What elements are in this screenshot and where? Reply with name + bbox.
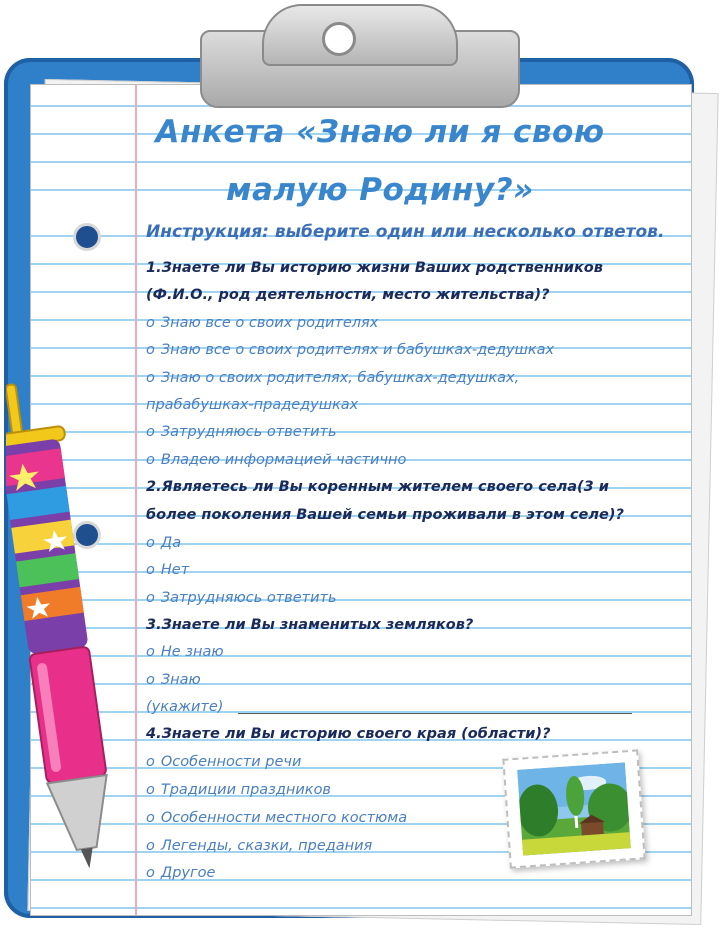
option-bullet: o xyxy=(146,782,155,798)
specify-label: (укажите) xyxy=(146,699,224,715)
option[interactable] xyxy=(146,644,224,660)
question-1: 1.Знаете ли Вы историю жизни Ваших родственников xyxy=(146,260,603,276)
option[interactable] xyxy=(146,452,406,468)
page-title-line2: малую Родину?» xyxy=(226,172,534,208)
option-label: Знаю xyxy=(160,672,201,688)
option[interactable] xyxy=(146,754,301,770)
question-2-line2: более поколения Вашей семьи проживали в этом селе)? xyxy=(146,507,624,523)
option-label: Особенности речи xyxy=(160,754,302,770)
option-bullet: o xyxy=(146,342,155,358)
landscape-photo-icon xyxy=(517,762,631,855)
instruction: Инструкция: выберите один или несколько ответов. xyxy=(146,222,665,242)
option[interactable] xyxy=(146,562,189,578)
option-bullet: o xyxy=(146,370,155,386)
option-label: Знаю все о своих родителях xyxy=(160,315,379,331)
option[interactable] xyxy=(146,810,407,826)
option-label: Не знаю xyxy=(160,644,224,660)
option[interactable] xyxy=(146,342,554,358)
specify-answer-line[interactable] xyxy=(238,713,632,714)
option-bullet: o xyxy=(146,672,155,688)
option-continuation: прабабушках-прадедушках xyxy=(146,397,359,413)
option-label: Другое xyxy=(160,865,216,881)
option[interactable] xyxy=(146,672,201,688)
option-label: Владею информацией частично xyxy=(160,452,407,468)
option-bullet: o xyxy=(146,838,155,854)
option[interactable] xyxy=(146,315,378,331)
option[interactable] xyxy=(146,535,181,551)
option[interactable] xyxy=(146,590,337,606)
question-2: 2.Являетесь ли Вы коренным жителем своего села(3 и xyxy=(146,479,609,495)
clip-hole-icon xyxy=(322,22,356,56)
option-bullet: o xyxy=(146,424,155,440)
option[interactable] xyxy=(146,865,215,881)
option-label: Легенды, сказки, предания xyxy=(160,838,373,854)
option-bullet: o xyxy=(146,865,155,881)
option-label: Знаю все о своих родителях и бабушках-дедушках xyxy=(160,342,555,358)
page-title: Анкета «Знаю ли я свою xyxy=(155,114,605,150)
option[interactable] xyxy=(146,838,372,854)
pen-icon xyxy=(6,380,116,880)
option-bullet: o xyxy=(146,535,155,551)
option-label: Традиции праздников xyxy=(160,782,331,798)
option-bullet: o xyxy=(146,644,155,660)
landscape-stamp xyxy=(502,749,645,868)
option[interactable] xyxy=(146,370,519,386)
question-3: 3.Знаете ли Вы знаменитых земляков? xyxy=(146,617,474,633)
clip-top xyxy=(262,4,458,66)
option-label: Затрудняюсь ответить xyxy=(160,590,337,606)
question-4: 4.Знаете ли Вы историю своего края (области)? xyxy=(146,726,551,742)
option-bullet: o xyxy=(146,452,155,468)
margin-line xyxy=(135,85,137,915)
option-bullet: o xyxy=(146,590,155,606)
option-label: Знаю о своих родителях, бабушках-дедушках, xyxy=(160,370,520,386)
option-label: Затрудняюсь ответить xyxy=(160,424,337,440)
option-bullet: o xyxy=(146,810,155,826)
option-bullet: o xyxy=(146,562,155,578)
punch-hole-icon xyxy=(73,223,101,251)
option-bullet: o xyxy=(146,754,155,770)
option[interactable] xyxy=(146,782,331,798)
option-bullet: o xyxy=(146,315,155,331)
option-label: Нет xyxy=(160,562,190,578)
question-1-line2: (Ф.И.О., род деятельности, место жительства)? xyxy=(146,287,550,303)
option[interactable] xyxy=(146,424,337,440)
option-label: Да xyxy=(160,535,182,551)
option-label: Особенности местного костюма xyxy=(160,810,408,826)
